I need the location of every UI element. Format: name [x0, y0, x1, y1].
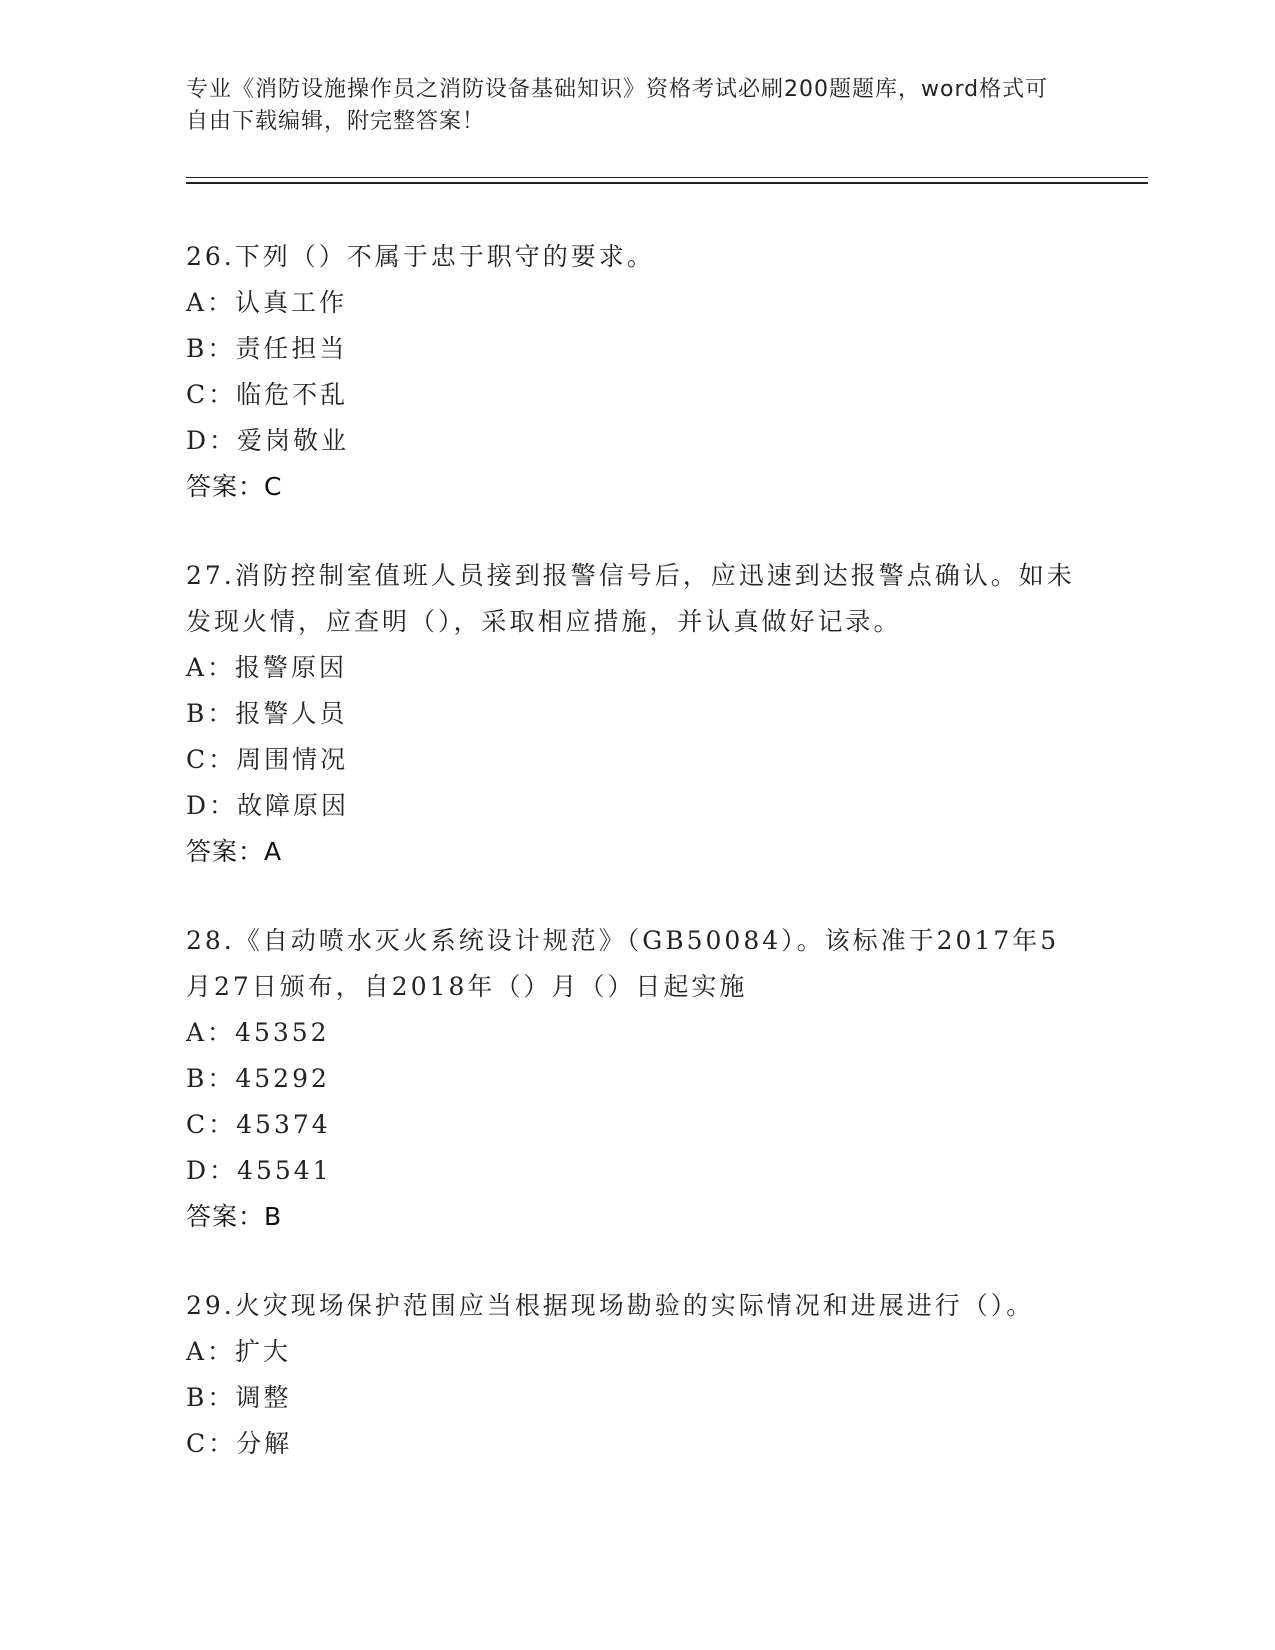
option-c: C：临危不乱 [186, 380, 349, 409]
option-b: B：责任担当 [186, 334, 348, 363]
option-c: C：分解 [186, 1429, 293, 1458]
answer-line: 答案：A [186, 837, 283, 866]
question-26 [186, 234, 1086, 510]
question-stem: 28.《自动喷水灭火系统设计规范》（GB50084）。该标准于2017年5月27日颁布，自2018年（）月（）日起实施 [186, 926, 1060, 1001]
question-28 [186, 918, 1086, 1240]
option-a: A：报警原因 [186, 653, 348, 682]
option-c: C：周围情况 [186, 745, 349, 774]
question-stem: 29.火灾现场保护范围应当根据现场勘验的实际情况和进展进行（）。 [186, 1291, 1035, 1320]
option-d: D：爱岗敬业 [186, 426, 350, 455]
answer-line: 答案：C [186, 472, 283, 501]
option-d: D：故障原因 [186, 791, 350, 820]
option-b: B：报警人员 [186, 699, 348, 728]
question-29 [186, 1283, 1086, 1467]
answer-line: 答案：B [186, 1202, 283, 1231]
question-27 [186, 553, 1086, 875]
option-a: A：扩大 [186, 1337, 292, 1366]
header-divider-bottom [186, 182, 1148, 184]
option-a: A：认真工作 [186, 288, 348, 317]
question-stem: 27.消防控制室值班人员接到报警信号后，应迅速到达报警点确认。如未发现火情，应查明（），采取相应措施，并认真做好记录。 [186, 561, 1075, 636]
option-a: A：45352 [186, 1018, 330, 1047]
option-b: B：45292 [186, 1064, 330, 1093]
document-header: 专业《消防设施操作员之消防设备基础知识》资格考试必刷200题题库，word格式可自由下载编辑，附完整答案！ [186, 77, 1049, 134]
option-c: C：45374 [186, 1110, 331, 1139]
question-stem: 26.下列（）不属于忠于职守的要求。 [186, 242, 655, 271]
header-divider-top [186, 177, 1148, 178]
question-list [186, 234, 1086, 1510]
option-b: B：调整 [186, 1383, 292, 1412]
option-d: D：45541 [186, 1156, 332, 1185]
